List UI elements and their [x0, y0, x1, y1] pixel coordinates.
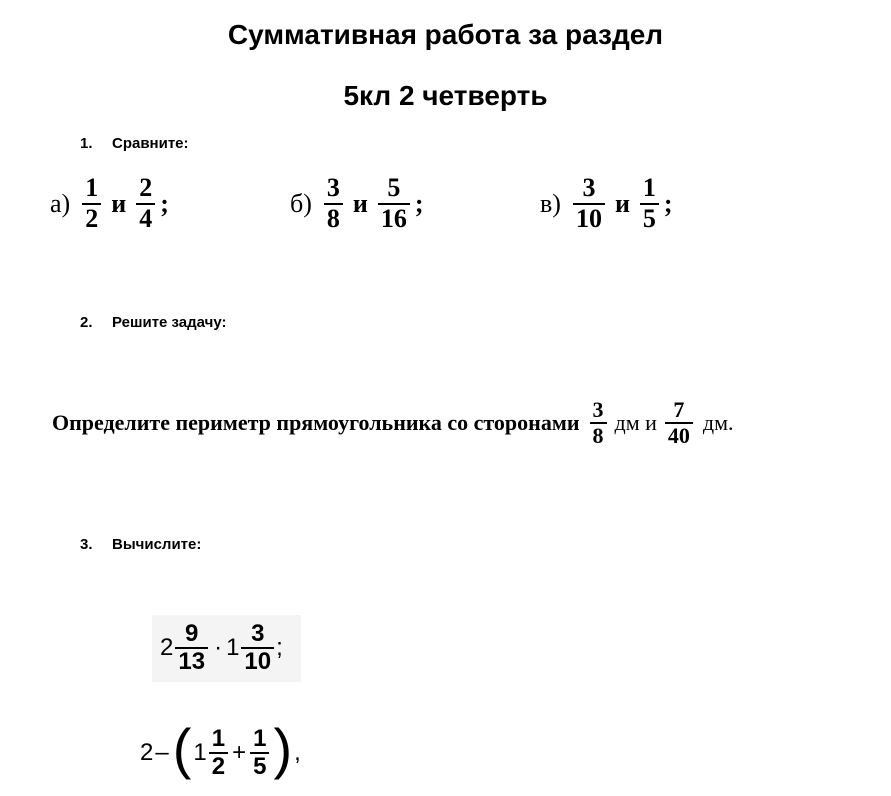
fraction: [82, 174, 101, 233]
multiply-sign: ·: [214, 634, 223, 662]
denominator: 4: [136, 203, 155, 234]
whole-part: 1: [226, 634, 240, 662]
numerator: 1: [85, 173, 99, 202]
task-2-problem: [52, 398, 734, 448]
expression-2: [140, 717, 301, 781]
right-parenthesis: ): [273, 717, 293, 780]
task-1-number: 1.: [80, 135, 93, 152]
fraction: [378, 174, 410, 233]
compare-item-b: [290, 174, 540, 233]
denominator: 2: [82, 203, 101, 234]
compare-item-a: [50, 174, 290, 233]
comma: ,: [294, 739, 301, 766]
fraction: [136, 174, 155, 233]
fraction: [573, 174, 605, 233]
expression-1: [152, 615, 301, 682]
numerator: 5: [387, 173, 401, 202]
task-1-items: [50, 174, 673, 233]
task-3-title: Вычислите:: [112, 536, 202, 553]
denominator: 8: [324, 203, 343, 234]
whole-part: 1: [193, 739, 207, 766]
numerator: 3: [582, 173, 596, 202]
task-3-number: 3.: [80, 536, 93, 553]
numerator: 3: [592, 397, 604, 422]
fraction: [250, 726, 269, 781]
item-letter: в): [540, 188, 561, 218]
fraction: [590, 398, 607, 448]
page-title: Суммативная работа за раздел: [227, 19, 664, 50]
problem-text: Определите периметр прямоугольника со сторонами: [52, 410, 580, 436]
denominator: 40: [665, 422, 693, 448]
denominator: 5: [640, 203, 659, 234]
task-3-heading: [80, 536, 201, 553]
numerator: 3: [251, 620, 265, 647]
numerator: 1: [211, 724, 226, 752]
semicolon: ;: [663, 188, 673, 218]
semicolon: ;: [414, 188, 424, 218]
denominator: 5: [250, 752, 269, 780]
left-parenthesis: (: [172, 717, 192, 780]
compare-item-c: [540, 174, 673, 233]
conjunction: и: [352, 188, 368, 218]
task-1-title: Сравните:: [112, 135, 189, 152]
item-letter: а): [50, 188, 71, 218]
fraction: [640, 174, 659, 233]
task-2-heading: [80, 314, 227, 331]
semicolon: ;: [160, 188, 169, 218]
numerator: 9: [185, 620, 199, 647]
denominator: 16: [378, 203, 410, 234]
denominator: 13: [175, 647, 208, 675]
numerator: 3: [326, 173, 340, 202]
fraction: [209, 726, 228, 781]
denominator: 8: [590, 422, 607, 448]
numerator: 1: [253, 724, 267, 752]
fraction: [241, 621, 274, 676]
denominator: 10: [241, 647, 274, 675]
denominator: 2: [209, 752, 228, 780]
task-2-number: 2.: [80, 314, 93, 331]
denominator: 10: [573, 203, 605, 234]
numerator: 1: [642, 173, 656, 202]
numerator: 7: [673, 397, 685, 422]
item-letter: б): [290, 188, 312, 218]
unit-end-text: дм.: [702, 410, 734, 436]
plus-sign: +: [232, 739, 247, 766]
minus-sign: –: [155, 739, 169, 766]
unit-and-text: дм и: [614, 410, 657, 436]
semicolon: ;: [276, 634, 283, 662]
task-2-title: Решите задачу:: [112, 314, 227, 331]
conjunction: и: [111, 188, 127, 218]
lead-number: 2: [140, 739, 154, 766]
task-1-heading: [80, 135, 189, 152]
fraction: [324, 174, 343, 233]
fraction: [175, 621, 208, 676]
fraction: [665, 398, 693, 448]
page-subtitle: 5кл 2 четверть: [343, 80, 548, 111]
numerator: 2: [139, 173, 153, 202]
conjunction: и: [614, 188, 630, 218]
whole-part: 2: [160, 634, 174, 662]
